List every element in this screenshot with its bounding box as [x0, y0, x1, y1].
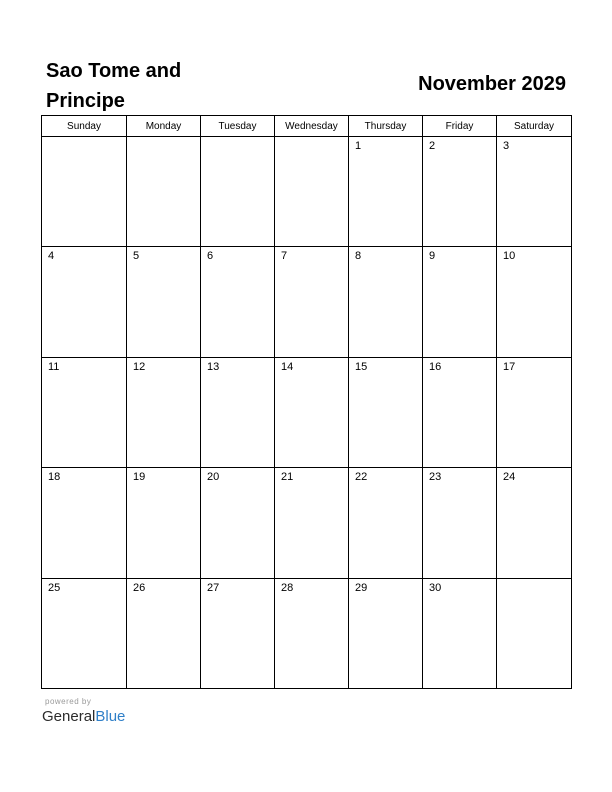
day-cell — [423, 137, 497, 247]
day-number: 4 — [48, 250, 55, 263]
day-number: 30 — [429, 581, 442, 594]
day-cell — [349, 578, 423, 688]
day-number: 8 — [355, 250, 362, 263]
day-number: 15 — [355, 360, 368, 373]
day-cell — [127, 247, 201, 357]
logo-general-text: General — [42, 708, 96, 725]
weekday-monday: Monday — [127, 116, 201, 137]
day-cell — [42, 578, 127, 688]
day-number: 13 — [207, 360, 220, 373]
day-cell — [497, 357, 572, 467]
day-cell — [275, 357, 349, 467]
weekday-saturday: Saturday — [497, 116, 572, 137]
day-number: 18 — [48, 471, 61, 484]
day-cell — [201, 578, 275, 688]
weekday-sunday: Sunday — [42, 116, 127, 137]
day-cell — [349, 137, 423, 247]
day-number — [275, 137, 348, 140]
day-number: 7 — [281, 250, 288, 263]
day-number: 10 — [503, 250, 516, 263]
day-number: 12 — [133, 360, 146, 373]
day-number: 6 — [207, 250, 214, 263]
day-cell — [127, 578, 201, 688]
day-cell — [497, 468, 572, 578]
country-title: Sao Tome and Principe — [46, 60, 182, 112]
day-number: 27 — [207, 581, 220, 594]
weekday-tuesday: Tuesday — [201, 116, 275, 137]
day-cell — [423, 468, 497, 578]
day-number — [42, 137, 126, 140]
day-cell — [275, 137, 349, 247]
day-cell — [349, 247, 423, 357]
weekday-wednesday: Wednesday — [275, 116, 349, 137]
day-number: 9 — [429, 250, 436, 263]
day-number: 21 — [281, 471, 294, 484]
day-number: 11 — [48, 360, 60, 373]
day-number — [497, 579, 571, 582]
week-row — [42, 137, 572, 247]
day-number: 3 — [503, 140, 510, 152]
day-number — [127, 137, 200, 140]
day-cell — [497, 137, 572, 247]
day-cell — [42, 468, 127, 578]
week-row — [42, 357, 572, 467]
day-cell — [42, 137, 127, 247]
day-cell — [349, 357, 423, 467]
day-cell — [201, 247, 275, 357]
week-row — [42, 468, 572, 578]
month-title: November 2029 — [418, 73, 566, 95]
day-cell — [201, 137, 275, 247]
day-cell — [423, 247, 497, 357]
calendar-grid — [41, 115, 572, 689]
day-cell — [201, 468, 275, 578]
day-cell — [42, 357, 127, 467]
day-cell — [497, 247, 572, 357]
day-cell — [423, 578, 497, 688]
day-number: 2 — [429, 140, 436, 152]
day-cell — [423, 357, 497, 467]
day-number: 29 — [355, 581, 368, 594]
day-number: 16 — [429, 360, 442, 373]
powered-by-text: powered by — [45, 697, 92, 706]
footer-branding — [42, 697, 125, 727]
day-number: 24 — [503, 471, 516, 484]
day-number: 26 — [133, 581, 146, 594]
day-number: 25 — [48, 581, 61, 594]
day-cell — [42, 247, 127, 357]
weekday-friday: Friday — [423, 116, 497, 137]
day-number: 28 — [281, 581, 294, 594]
day-number: 22 — [355, 471, 368, 484]
day-number: 23 — [429, 471, 442, 484]
day-cell — [127, 137, 201, 247]
generalblue-logo — [42, 707, 125, 727]
day-cell — [127, 468, 201, 578]
day-number: 17 — [503, 360, 516, 373]
weekday-header-row — [42, 116, 572, 137]
day-number: 1 — [355, 140, 362, 152]
day-number: 5 — [133, 250, 140, 263]
day-cell — [349, 468, 423, 578]
day-cell — [275, 247, 349, 357]
day-cell — [127, 357, 201, 467]
day-number: 20 — [207, 471, 220, 484]
day-number: 14 — [281, 360, 294, 373]
day-number — [201, 137, 274, 140]
day-cell — [275, 578, 349, 688]
week-row — [42, 247, 572, 357]
weekday-thursday: Thursday — [349, 116, 423, 137]
day-cell — [497, 578, 572, 688]
day-cell — [201, 357, 275, 467]
week-row — [42, 578, 572, 688]
day-cell — [275, 468, 349, 578]
day-number: 19 — [133, 471, 146, 484]
logo-blue-text: Blue — [95, 708, 126, 725]
